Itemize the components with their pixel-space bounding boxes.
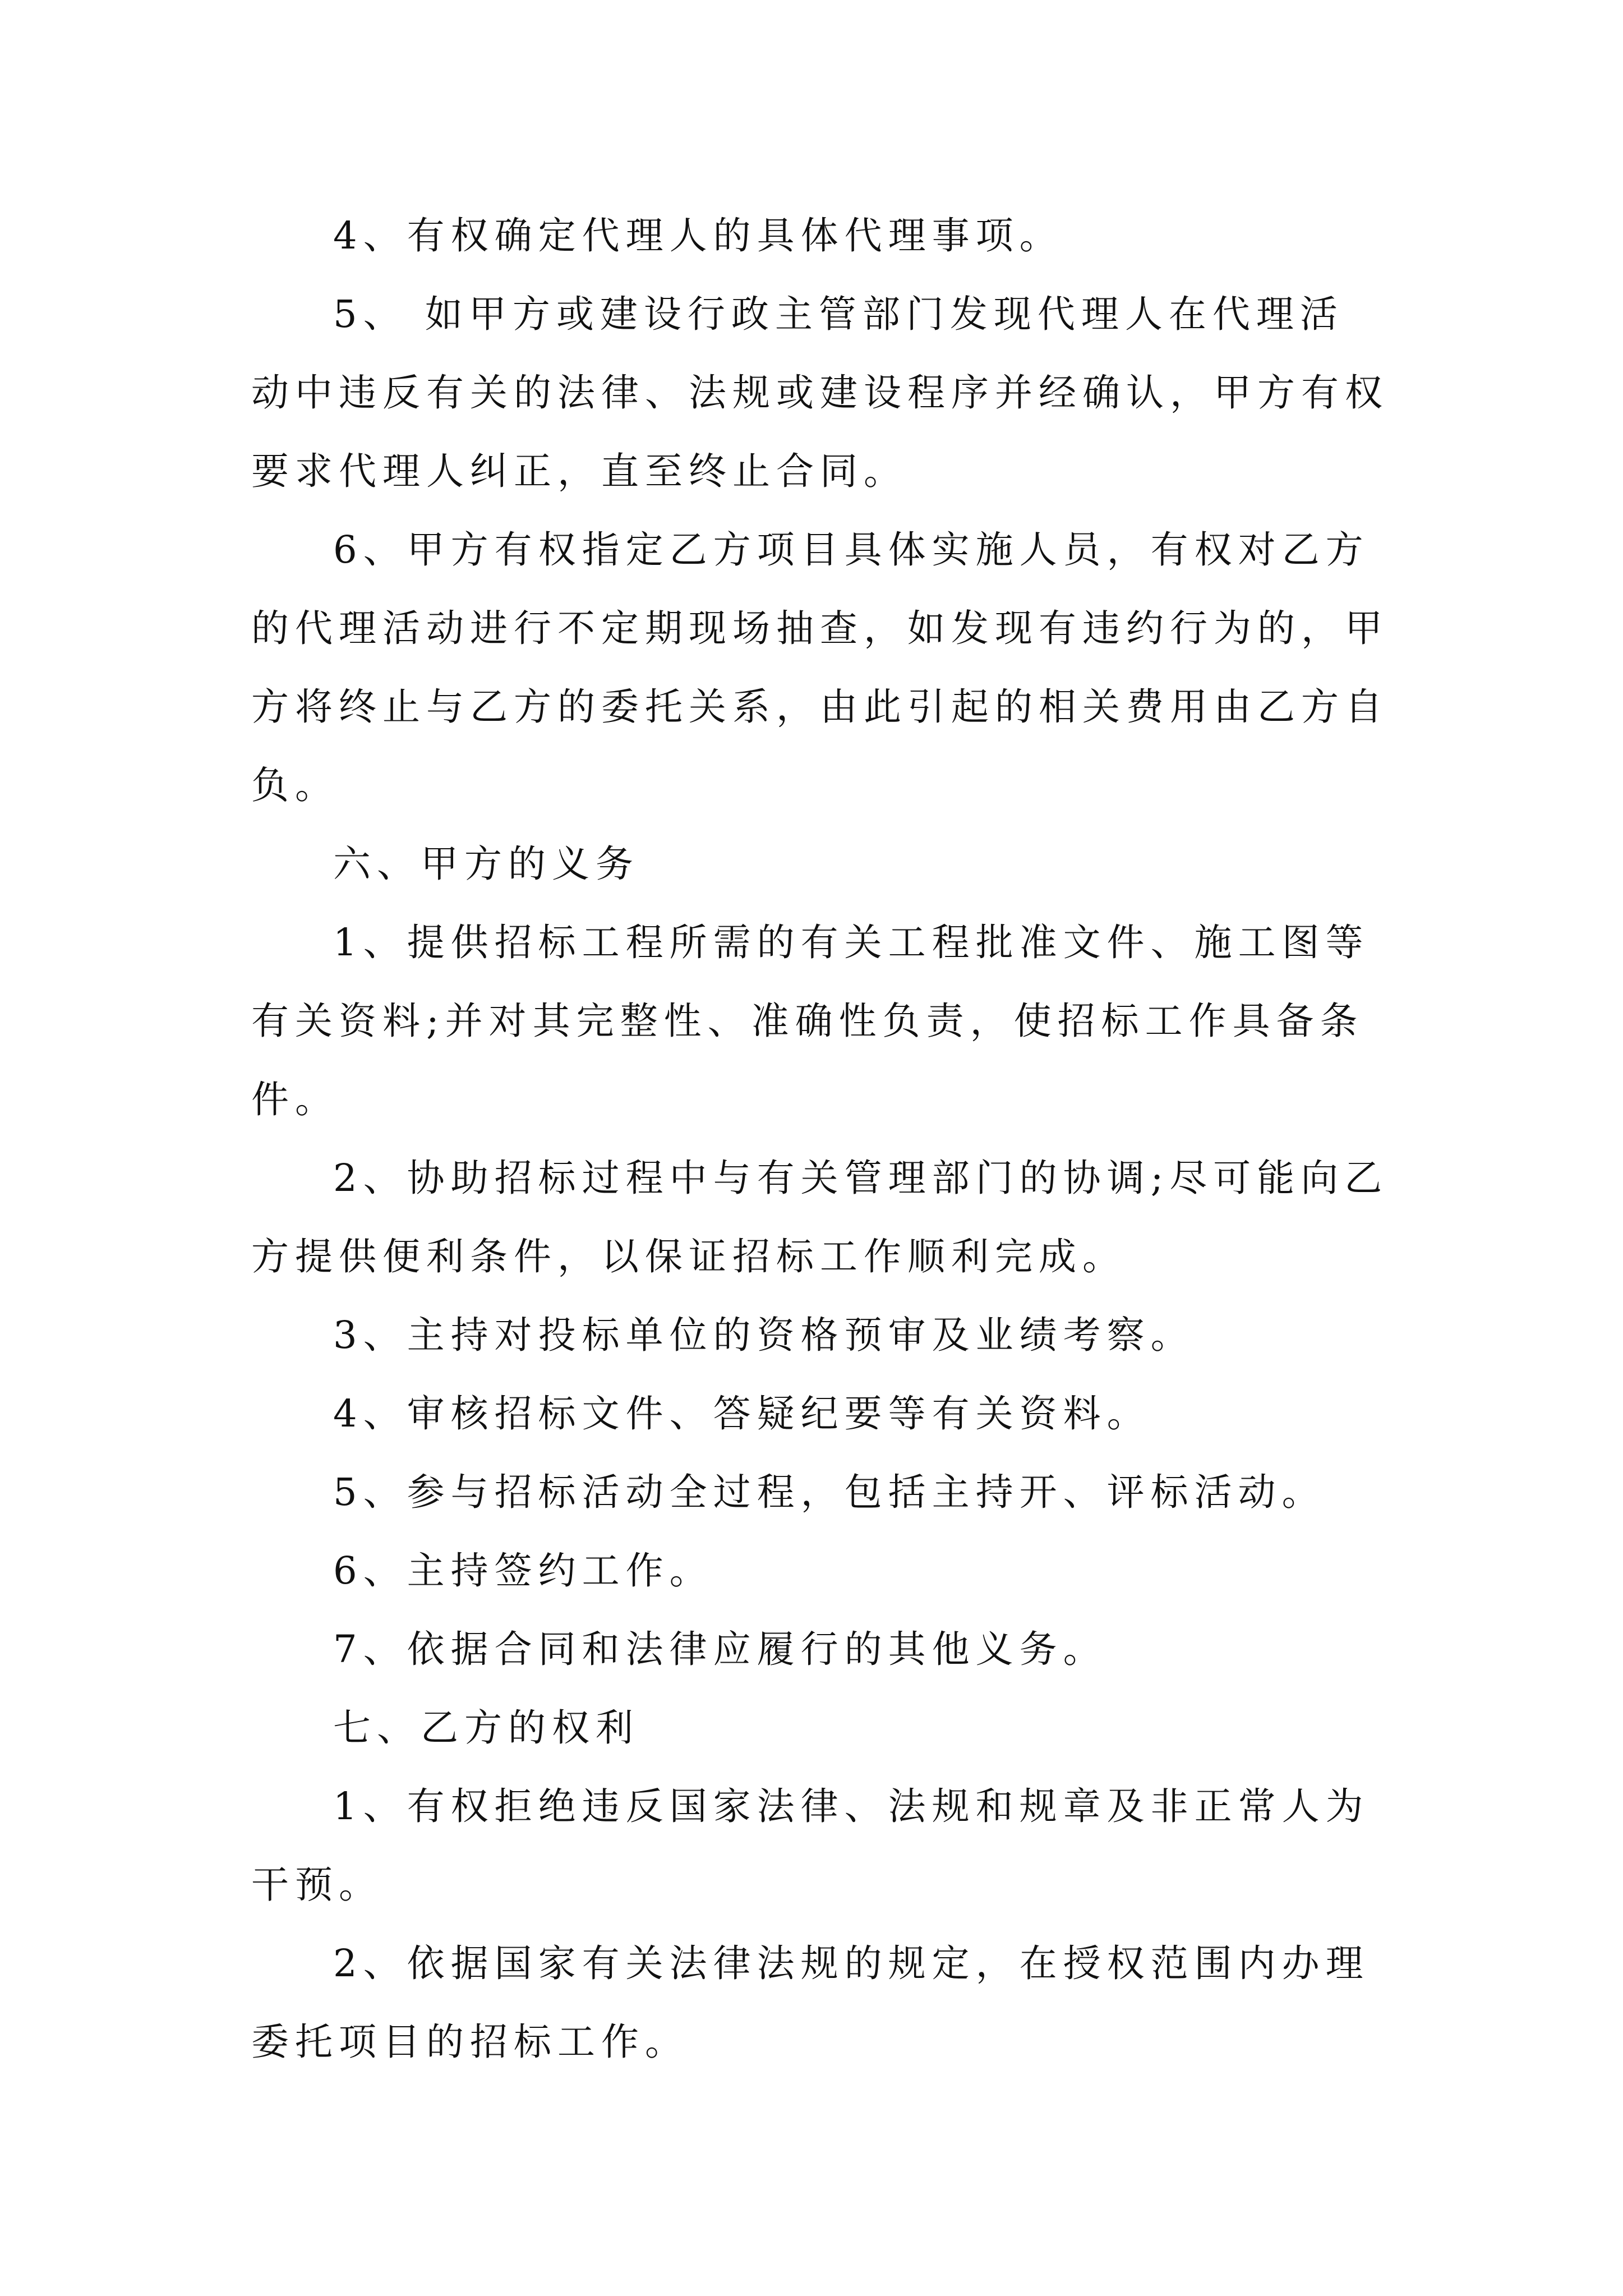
text-line: 6、甲方有权指定乙方项目具体实施人员，有权对乙方: [333, 528, 1370, 572]
paragraph-obligation-6: [251, 1531, 1395, 1610]
paragraph-obligation-7: [251, 1610, 1395, 1688]
document-body: [251, 196, 1395, 2081]
paragraph-right-4: [251, 196, 1395, 275]
paragraph-obligation-4: [251, 1374, 1395, 1453]
paragraph-obligation-2: [251, 1139, 1395, 1296]
paragraph-b-right-2: [251, 1924, 1395, 2081]
text-line: 要求代理人纠正，直至终止合同。: [251, 449, 907, 493]
text-line: 委托项目的招标工作。: [251, 2020, 689, 2064]
text-line: 干预。: [251, 1863, 382, 1907]
text-line: 有关资料;并对其完整性、准确性负责，使招标工作具备条: [251, 999, 1364, 1043]
text-line: 1、提供招标工程所需的有关工程批准文件、施工图等: [333, 921, 1370, 964]
heading-text: 七、乙方的权利: [333, 1706, 639, 1750]
text-line: 2、协助招标过程中与有关管理部门的协调;尽可能向乙: [333, 1156, 1389, 1200]
text-line: 负。: [251, 763, 339, 807]
text-line: 7、依据合同和法律应履行的其他义务。: [333, 1627, 1107, 1671]
paragraph-b-right-1: [251, 1767, 1395, 1924]
text-line: 5、参与招标活动全过程，包括主持开、评标活动。: [333, 1470, 1326, 1514]
text-line: 3、主持对投标单位的资格预审及业绩考察。: [333, 1313, 1195, 1357]
paragraph-obligation-5: [251, 1453, 1395, 1531]
text-line: 动中违反有关的法律、法规或建设程序并经确认，甲方有权: [251, 371, 1389, 415]
text-line: 5、 如甲方或建设行政主管部门发现代理人在代理活: [333, 292, 1344, 336]
text-line: 2、依据国家有关法律法规的规定，在授权范围内办理: [333, 1941, 1370, 1985]
section-heading-rights-party-b: [251, 1688, 1395, 1767]
text-line: 1、有权拒绝违反国家法律、法规和规章及非正常人为: [333, 1784, 1370, 1828]
text-line: 4、有权确定代理人的具体代理事项。: [333, 214, 1063, 257]
heading-text: 六、甲方的义务: [333, 842, 639, 886]
paragraph-right-5: [251, 275, 1395, 510]
text-line: 件。: [251, 1078, 339, 1121]
paragraph-obligation-3: [251, 1296, 1395, 1374]
text-line: 4、审核招标文件、答疑纪要等有关资料。: [333, 1392, 1151, 1435]
paragraph-right-6: [251, 510, 1395, 825]
text-line: 的代理活动进行不定期现场抽查，如发现有违约行为的，甲: [251, 606, 1389, 650]
paragraph-obligation-1: [251, 903, 1395, 1139]
section-heading-obligations-party-a: [251, 825, 1395, 903]
text-line: 方将终止与乙方的委托关系，由此引起的相关费用由乙方自: [251, 685, 1389, 729]
text-line: 方提供便利条件，以保证招标工作顺利完成。: [251, 1235, 1126, 1278]
text-line: 6、主持签约工作。: [333, 1549, 713, 1593]
